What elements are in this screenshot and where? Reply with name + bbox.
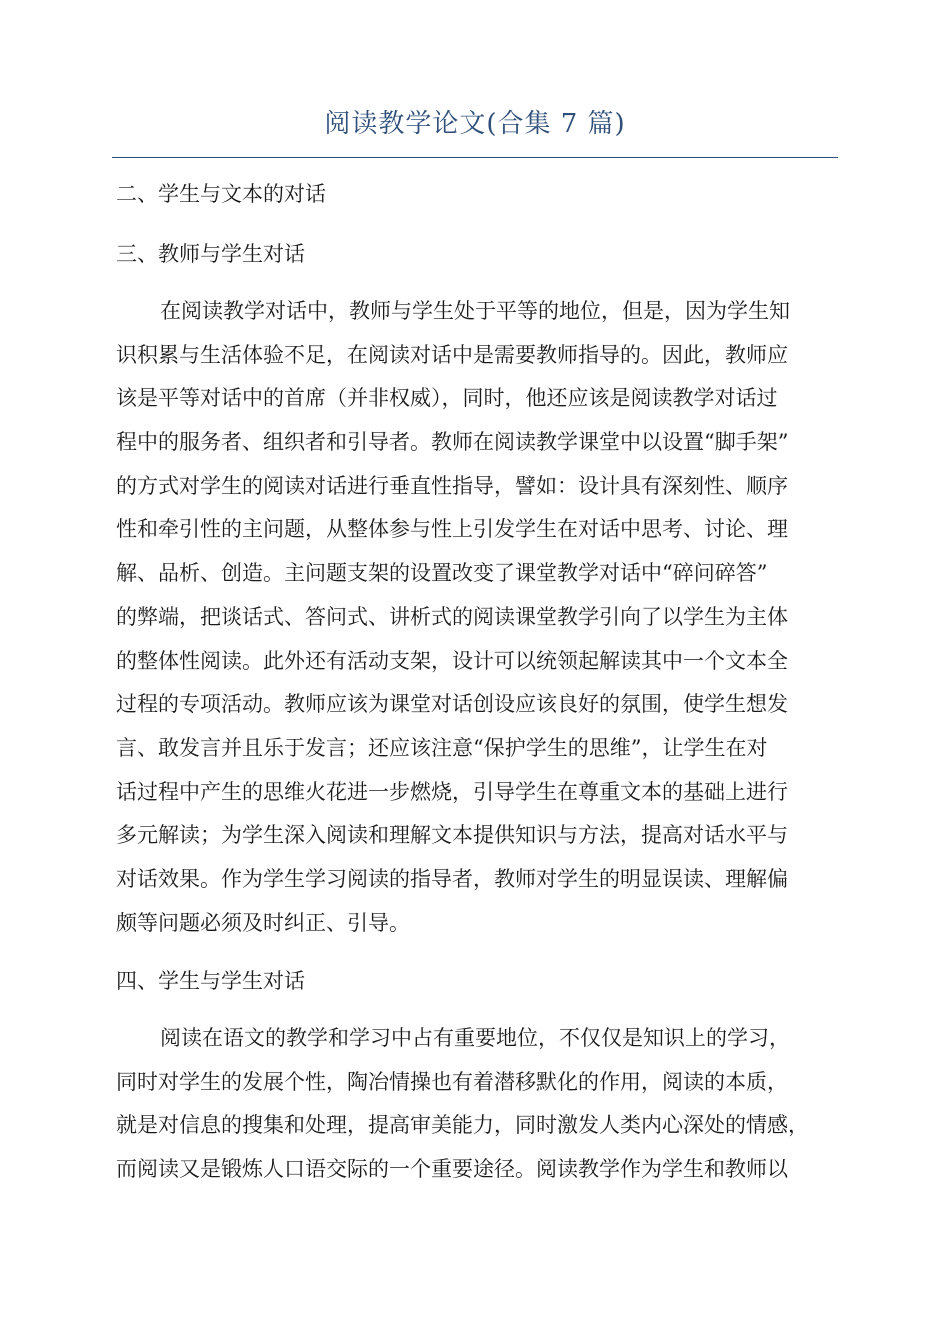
paragraph-line: 对话效果。作为学生学习阅读的指导者，教师对学生的明显误读、理解偏 (116, 866, 788, 891)
title-underline (112, 157, 838, 158)
paragraph-line: 过程的专项活动。教师应该为课堂对话创设应该良好的氛围，使学生想发 (116, 692, 788, 717)
paragraph-line: 该是平等对话中的首席（并非权威），同时，他还应该是阅读教学对话过 (116, 386, 778, 411)
paragraph-line: 话过程中产生的思维火花进一步燃烧，引导学生在尊重文本的基础上进行 (116, 779, 788, 804)
paragraph-line: 就是对信息的搜集和处理，提高审美能力，同时激发人类内心深处的情感， (116, 1113, 809, 1138)
paragraph-line: 在阅读教学对话中，教师与学生处于平等的地位，但是，因为学生知 (160, 299, 790, 323)
paragraph-line: 识积累与生活体验不足，在阅读对话中是需要教师指导的。因此，教师应 (116, 342, 788, 367)
paragraph-line: 而阅读又是锻炼人口语交际的一个重要途径。阅读教学作为学生和教师以 (116, 1157, 788, 1182)
paragraph-line: 同时对学生的发展个性，陶冶情操也有着潜移默化的作用，阅读的本质， (116, 1069, 788, 1094)
paragraph-line: 言、敢发言并且乐于发言；还应该注意“保护学生的思维”，让学生在对 (116, 735, 768, 760)
paragraph-line: 多元解读；为学生深入阅读和理解文本提供知识与方法，提高对话水平与 (116, 823, 788, 848)
paragraph-line: 颇等问题必须及时纠正、引导。 (116, 910, 410, 935)
section-heading-3: 三、教师与学生对话 (116, 242, 305, 266)
paragraph-line: 阅读在语文的教学和学习中占有重要地位，不仅仅是知识上的学习， (160, 1026, 790, 1050)
paragraph-line: 解、品析、创造。主问题支架的设置改变了课堂教学对话中“碎问碎答” (116, 561, 768, 586)
paragraph-teacher-student-dialogue (116, 290, 836, 945)
paragraph-line: 的方式对学生的阅读对话进行垂直性指导，譬如：设计具有深刻性、顺序 (116, 473, 788, 498)
document-title: 阅读教学论文(合集 7 篇) (324, 109, 626, 139)
paragraph-student-student-dialogue (116, 1017, 836, 1192)
section-heading-2: 二、学生与文本的对话 (116, 182, 326, 206)
paragraph-line: 的弊端，把谈话式、答问式、讲析式的阅读课堂教学引向了以学生为主体 (116, 604, 788, 629)
paragraph-line: 性和牵引性的主问题，从整体参与性上引发学生在对话中思考、讨论、理 (116, 517, 788, 542)
paragraph-line: 程中的服务者、组织者和引导者。教师在阅读教学课堂中以设置“脚手架” (116, 430, 789, 455)
paragraph-line: 的整体性阅读。此外还有活动支架，设计可以统领起解读其中一个文本全 (116, 648, 788, 673)
section-heading-4: 四、学生与学生对话 (116, 969, 305, 993)
